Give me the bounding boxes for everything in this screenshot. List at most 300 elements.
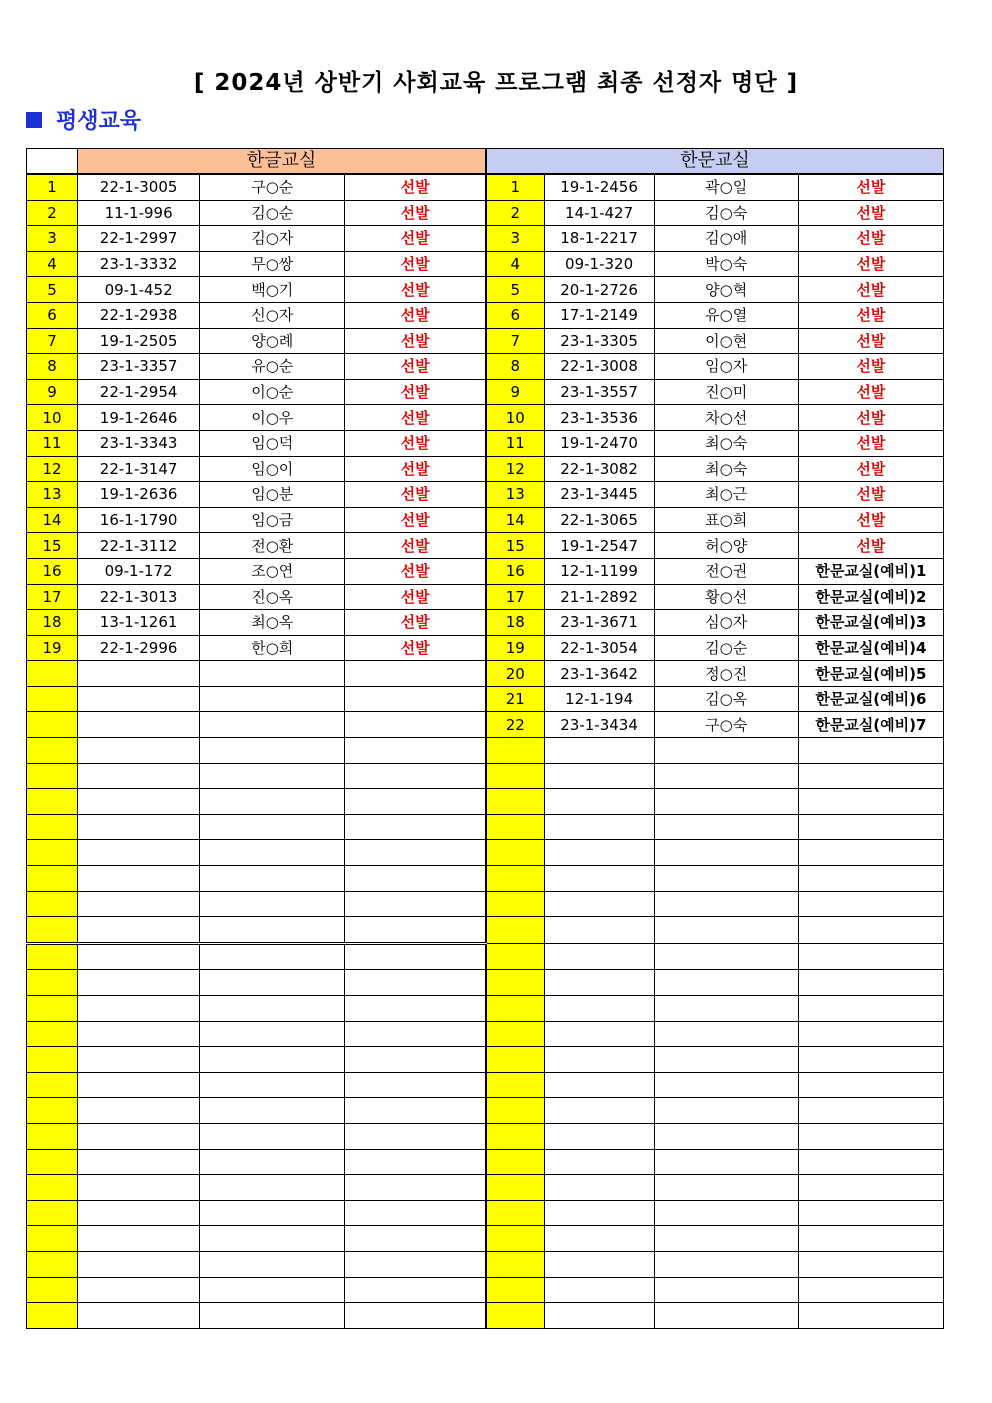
right-number-cell [486, 1021, 544, 1047]
right-number-cell [486, 1200, 544, 1226]
left-name-cell: 임○덕 [200, 430, 345, 456]
left-status-cell [345, 763, 486, 789]
table-row [27, 354, 944, 380]
table-row [27, 1200, 944, 1226]
right-name-cell: 유○열 [654, 302, 798, 328]
right-status-cell: 선발 [798, 200, 943, 226]
left-name-cell [200, 712, 345, 738]
left-id-cell: 22-1-3013 [78, 584, 200, 610]
left-status-cell [345, 1226, 486, 1252]
left-number-cell [27, 1098, 78, 1124]
left-status-cell [345, 1149, 486, 1175]
right-status-cell: 선발 [798, 174, 943, 200]
left-number-cell: 10 [27, 405, 78, 431]
left-id-cell [78, 814, 200, 840]
right-number-cell [486, 763, 544, 789]
table-row [27, 814, 944, 840]
right-status-cell [798, 1149, 943, 1175]
right-status-cell: 한문교실(예비)5 [798, 661, 943, 687]
right-status-cell: 선발 [798, 456, 943, 482]
left-name-cell [200, 1303, 345, 1329]
left-number-cell: 16 [27, 558, 78, 584]
left-number-cell [27, 661, 78, 687]
right-number-cell [486, 1251, 544, 1277]
right-number-cell [486, 738, 544, 764]
left-status-cell: 선발 [345, 533, 486, 559]
left-name-cell: 전○환 [200, 533, 345, 559]
square-bullet-icon [26, 112, 42, 128]
table-row [27, 1047, 944, 1073]
right-name-cell [654, 814, 798, 840]
right-name-cell: 정○진 [654, 661, 798, 687]
left-number-cell: 6 [27, 302, 78, 328]
right-name-cell: 심○자 [654, 610, 798, 636]
right-name-cell [654, 943, 798, 970]
table-row [27, 558, 944, 584]
right-name-cell: 김○순 [654, 635, 798, 661]
right-id-cell [544, 866, 654, 892]
left-number-cell: 13 [27, 482, 78, 508]
right-status-cell [798, 1072, 943, 1098]
right-status-cell [798, 996, 943, 1022]
right-id-cell [544, 789, 654, 815]
left-status-cell [345, 1021, 486, 1047]
left-number-cell [27, 1303, 78, 1329]
right-name-cell: 최○숙 [654, 456, 798, 482]
right-status-cell: 한문교실(예비)6 [798, 686, 943, 712]
left-id-cell [78, 1123, 200, 1149]
right-status-cell [798, 891, 943, 917]
left-status-cell [345, 686, 486, 712]
left-id-cell [78, 996, 200, 1022]
right-status-cell [798, 1047, 943, 1073]
header-blank-cell [27, 149, 78, 175]
left-id-cell: 16-1-1790 [78, 507, 200, 533]
left-status-cell [345, 943, 486, 970]
left-id-cell: 09-1-172 [78, 558, 200, 584]
left-number-cell [27, 789, 78, 815]
table-row [27, 456, 944, 482]
left-id-cell [78, 661, 200, 687]
right-id-cell [544, 1200, 654, 1226]
table-row [27, 970, 944, 996]
right-id-cell: 20-1-2726 [544, 277, 654, 303]
table-row [27, 712, 944, 738]
table-row [27, 1149, 944, 1175]
right-name-cell: 양○혁 [654, 277, 798, 303]
left-name-cell: 최○옥 [200, 610, 345, 636]
left-number-cell: 12 [27, 456, 78, 482]
left-number-cell [27, 1072, 78, 1098]
table-row [27, 789, 944, 815]
right-status-cell: 선발 [798, 226, 943, 252]
left-name-cell [200, 1123, 345, 1149]
right-name-cell: 표○희 [654, 507, 798, 533]
left-status-cell: 선발 [345, 251, 486, 277]
left-status-cell [345, 1175, 486, 1201]
left-number-cell [27, 1047, 78, 1073]
right-number-cell: 6 [486, 302, 544, 328]
right-number-cell [486, 943, 544, 970]
left-id-cell [78, 1251, 200, 1277]
left-id-cell: 11-1-996 [78, 200, 200, 226]
left-id-cell: 22-1-3112 [78, 533, 200, 559]
left-status-cell: 선발 [345, 174, 486, 200]
table-row [27, 277, 944, 303]
left-id-cell [78, 891, 200, 917]
left-status-cell [345, 661, 486, 687]
left-id-cell [78, 1200, 200, 1226]
right-status-cell [798, 763, 943, 789]
right-status-cell [798, 1200, 943, 1226]
left-status-cell [345, 1200, 486, 1226]
right-name-cell [654, 1047, 798, 1073]
left-id-cell [78, 970, 200, 996]
right-number-cell [486, 1149, 544, 1175]
right-number-cell: 18 [486, 610, 544, 636]
left-id-cell [78, 1277, 200, 1303]
right-name-cell [654, 1021, 798, 1047]
table-row [27, 840, 944, 866]
left-name-cell [200, 891, 345, 917]
left-id-cell [78, 943, 200, 970]
left-status-cell: 선발 [345, 610, 486, 636]
left-name-cell [200, 840, 345, 866]
section-heading [26, 104, 141, 135]
right-name-cell [654, 866, 798, 892]
right-name-cell [654, 996, 798, 1022]
left-id-cell [78, 1149, 200, 1175]
right-name-cell [654, 917, 798, 944]
left-name-cell: 임○이 [200, 456, 345, 482]
left-status-cell [345, 1072, 486, 1098]
left-number-cell [27, 686, 78, 712]
right-name-cell [654, 1277, 798, 1303]
right-status-cell [798, 1226, 943, 1252]
table-row [27, 200, 944, 226]
left-number-cell [27, 763, 78, 789]
right-id-cell: 23-1-3434 [544, 712, 654, 738]
left-number-cell: 3 [27, 226, 78, 252]
left-class-header: 한글교실 [78, 149, 486, 175]
left-id-cell: 22-1-3005 [78, 174, 200, 200]
left-id-cell [78, 738, 200, 764]
left-status-cell: 선발 [345, 558, 486, 584]
left-number-cell [27, 814, 78, 840]
left-status-cell: 선발 [345, 482, 486, 508]
left-number-cell [27, 891, 78, 917]
left-name-cell [200, 1149, 345, 1175]
right-id-cell [544, 891, 654, 917]
right-id-cell: 18-1-2217 [544, 226, 654, 252]
left-id-cell: 19-1-2636 [78, 482, 200, 508]
right-id-cell [544, 1277, 654, 1303]
left-number-cell: 14 [27, 507, 78, 533]
selection-table [26, 148, 944, 1329]
left-id-cell [78, 1098, 200, 1124]
left-name-cell [200, 1226, 345, 1252]
table-row [27, 943, 944, 970]
left-name-cell [200, 1021, 345, 1047]
right-id-cell [544, 1047, 654, 1073]
left-number-cell [27, 1226, 78, 1252]
right-number-cell: 4 [486, 251, 544, 277]
right-id-cell [544, 814, 654, 840]
right-id-cell [544, 1175, 654, 1201]
right-id-cell [544, 1021, 654, 1047]
left-number-cell [27, 917, 78, 944]
right-name-cell: 곽○일 [654, 174, 798, 200]
right-number-cell: 22 [486, 712, 544, 738]
right-number-cell [486, 891, 544, 917]
right-status-cell: 선발 [798, 277, 943, 303]
left-id-cell: 09-1-452 [78, 277, 200, 303]
left-name-cell: 조○연 [200, 558, 345, 584]
table-row [27, 226, 944, 252]
left-id-cell [78, 686, 200, 712]
left-number-cell [27, 840, 78, 866]
left-number-cell: 11 [27, 430, 78, 456]
right-id-cell [544, 1098, 654, 1124]
right-id-cell [544, 996, 654, 1022]
left-id-cell [78, 1021, 200, 1047]
left-number-cell: 17 [27, 584, 78, 610]
left-id-cell: 22-1-2997 [78, 226, 200, 252]
left-status-cell [345, 1277, 486, 1303]
right-number-cell: 7 [486, 328, 544, 354]
left-name-cell [200, 1251, 345, 1277]
right-status-cell [798, 1098, 943, 1124]
table-row [27, 891, 944, 917]
left-name-cell [200, 1200, 345, 1226]
right-number-cell: 21 [486, 686, 544, 712]
right-number-cell [486, 1098, 544, 1124]
right-id-cell [544, 1123, 654, 1149]
left-number-cell [27, 1200, 78, 1226]
table-row [27, 1251, 944, 1277]
right-number-cell [486, 1277, 544, 1303]
left-status-cell [345, 1047, 486, 1073]
left-status-cell [345, 866, 486, 892]
left-status-cell: 선발 [345, 200, 486, 226]
right-name-cell [654, 763, 798, 789]
left-number-cell: 15 [27, 533, 78, 559]
right-class-header: 한문교실 [486, 149, 944, 175]
right-name-cell: 허○양 [654, 533, 798, 559]
left-number-cell [27, 1149, 78, 1175]
right-name-cell [654, 738, 798, 764]
left-id-cell [78, 1303, 200, 1329]
left-number-cell [27, 1251, 78, 1277]
left-number-cell [27, 1021, 78, 1047]
left-id-cell [78, 1226, 200, 1252]
right-id-cell: 19-1-2470 [544, 430, 654, 456]
right-status-cell: 한문교실(예비)2 [798, 584, 943, 610]
left-status-cell: 선발 [345, 405, 486, 431]
table-row [27, 866, 944, 892]
left-id-cell [78, 917, 200, 944]
left-id-cell [78, 840, 200, 866]
left-status-cell: 선발 [345, 584, 486, 610]
right-status-cell [798, 1277, 943, 1303]
right-name-cell [654, 1123, 798, 1149]
left-name-cell [200, 1047, 345, 1073]
table-row [27, 738, 944, 764]
left-name-cell: 이○순 [200, 379, 345, 405]
right-name-cell [654, 1251, 798, 1277]
right-status-cell: 선발 [798, 533, 943, 559]
right-status-cell: 한문교실(예비)4 [798, 635, 943, 661]
right-id-cell [544, 1072, 654, 1098]
left-id-cell [78, 763, 200, 789]
right-name-cell: 임○자 [654, 354, 798, 380]
right-id-cell: 19-1-2456 [544, 174, 654, 200]
right-status-cell: 선발 [798, 302, 943, 328]
right-name-cell [654, 891, 798, 917]
right-status-cell [798, 1251, 943, 1277]
left-name-cell: 한○희 [200, 635, 345, 661]
right-number-cell [486, 814, 544, 840]
left-id-cell [78, 712, 200, 738]
right-id-cell: 22-1-3082 [544, 456, 654, 482]
right-number-cell: 17 [486, 584, 544, 610]
right-number-cell [486, 1303, 544, 1329]
right-name-cell [654, 1072, 798, 1098]
right-id-cell: 23-1-3536 [544, 405, 654, 431]
right-number-cell [486, 1047, 544, 1073]
left-name-cell [200, 996, 345, 1022]
right-name-cell: 김○숙 [654, 200, 798, 226]
left-id-cell: 23-1-3332 [78, 251, 200, 277]
right-status-cell: 한문교실(예비)7 [798, 712, 943, 738]
left-number-cell [27, 1277, 78, 1303]
right-id-cell [544, 1149, 654, 1175]
right-id-cell [544, 1303, 654, 1329]
table-row [27, 1123, 944, 1149]
left-status-cell [345, 1123, 486, 1149]
right-name-cell: 김○옥 [654, 686, 798, 712]
left-number-cell: 7 [27, 328, 78, 354]
left-name-cell: 김○자 [200, 226, 345, 252]
right-name-cell: 차○선 [654, 405, 798, 431]
right-number-cell: 14 [486, 507, 544, 533]
table-row [27, 1175, 944, 1201]
left-name-cell [200, 789, 345, 815]
right-number-cell: 19 [486, 635, 544, 661]
right-id-cell [544, 1226, 654, 1252]
left-number-cell [27, 996, 78, 1022]
right-number-cell: 8 [486, 354, 544, 380]
left-status-cell [345, 1098, 486, 1124]
left-name-cell [200, 970, 345, 996]
left-number-cell: 18 [27, 610, 78, 636]
right-id-cell: 23-1-3445 [544, 482, 654, 508]
right-number-cell: 1 [486, 174, 544, 200]
right-status-cell [798, 840, 943, 866]
left-id-cell [78, 789, 200, 815]
left-name-cell: 김○순 [200, 200, 345, 226]
left-id-cell: 22-1-2996 [78, 635, 200, 661]
right-id-cell: 12-1-1199 [544, 558, 654, 584]
left-status-cell [345, 1303, 486, 1329]
right-number-cell [486, 866, 544, 892]
right-name-cell [654, 1149, 798, 1175]
right-status-cell [798, 789, 943, 815]
table-row [27, 1277, 944, 1303]
right-number-cell [486, 1226, 544, 1252]
left-number-cell [27, 1175, 78, 1201]
left-name-cell: 임○금 [200, 507, 345, 533]
right-status-cell [798, 1021, 943, 1047]
left-number-cell: 2 [27, 200, 78, 226]
right-status-cell: 한문교실(예비)1 [798, 558, 943, 584]
left-id-cell [78, 1175, 200, 1201]
right-id-cell [544, 738, 654, 764]
right-status-cell: 선발 [798, 328, 943, 354]
left-status-cell [345, 891, 486, 917]
left-status-cell: 선발 [345, 354, 486, 380]
table-row [27, 533, 944, 559]
right-name-cell [654, 1098, 798, 1124]
left-name-cell [200, 866, 345, 892]
left-status-cell: 선발 [345, 635, 486, 661]
table-row [27, 763, 944, 789]
left-id-cell: 23-1-3343 [78, 430, 200, 456]
right-number-cell: 10 [486, 405, 544, 431]
left-status-cell [345, 917, 486, 944]
right-name-cell: 최○숙 [654, 430, 798, 456]
left-id-cell: 22-1-3147 [78, 456, 200, 482]
right-number-cell: 15 [486, 533, 544, 559]
right-name-cell: 최○근 [654, 482, 798, 508]
right-id-cell: 12-1-194 [544, 686, 654, 712]
right-status-cell [798, 917, 943, 944]
right-id-cell [544, 763, 654, 789]
left-id-cell: 23-1-3357 [78, 354, 200, 380]
left-status-cell: 선발 [345, 456, 486, 482]
left-id-cell [78, 1047, 200, 1073]
right-status-cell: 선발 [798, 251, 943, 277]
right-status-cell [798, 866, 943, 892]
right-name-cell [654, 840, 798, 866]
right-id-cell: 22-1-3065 [544, 507, 654, 533]
left-id-cell: 19-1-2646 [78, 405, 200, 431]
right-id-cell: 23-1-3557 [544, 379, 654, 405]
right-name-cell: 황○선 [654, 584, 798, 610]
right-status-cell [798, 814, 943, 840]
left-name-cell: 구○순 [200, 174, 345, 200]
table-row [27, 1021, 944, 1047]
table-row [27, 1303, 944, 1329]
right-name-cell: 김○애 [654, 226, 798, 252]
left-name-cell [200, 1098, 345, 1124]
left-name-cell [200, 1175, 345, 1201]
right-number-cell [486, 1175, 544, 1201]
left-name-cell: 양○례 [200, 328, 345, 354]
table-row [27, 507, 944, 533]
left-id-cell [78, 1072, 200, 1098]
left-name-cell [200, 686, 345, 712]
left-id-cell: 19-1-2505 [78, 328, 200, 354]
right-number-cell: 9 [486, 379, 544, 405]
right-status-cell [798, 1175, 943, 1201]
right-number-cell: 20 [486, 661, 544, 687]
left-name-cell: 신○자 [200, 302, 345, 328]
left-name-cell [200, 1072, 345, 1098]
right-status-cell [798, 1123, 943, 1149]
left-name-cell: 이○우 [200, 405, 345, 431]
right-id-cell: 19-1-2547 [544, 533, 654, 559]
